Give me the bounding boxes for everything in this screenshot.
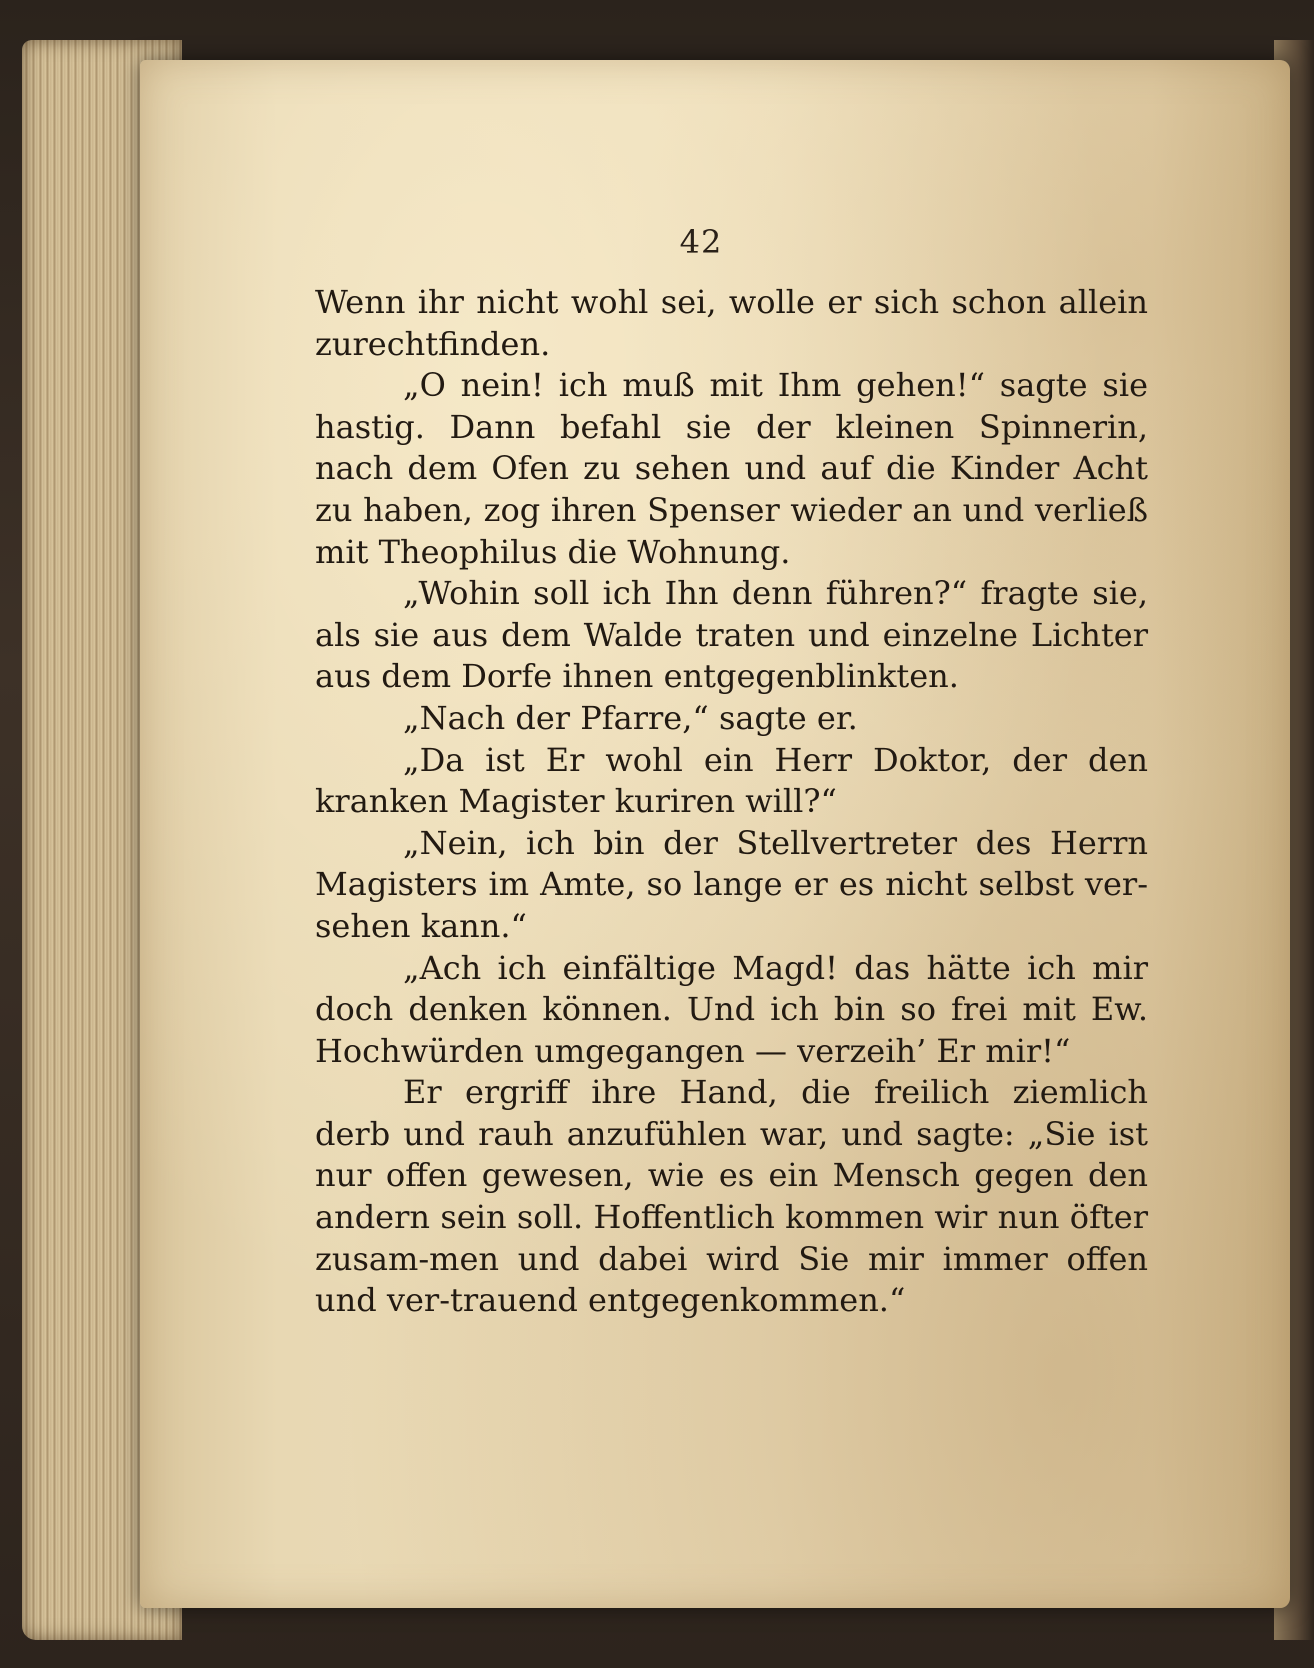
- page-body-text: [315, 282, 1148, 1322]
- page-number: 42: [679, 223, 723, 261]
- paragraph: „Ach ich einfältige Magd! das hätte ich mir doch denken können. Und ich bin so frei mit Ew. Hochwürden umgegangen — verzeih’ Er mir!“: [315, 948, 1148, 1070]
- paragraph: „Da ist Er wohl ein Herr Doktor, der den kranken Magister kuriren will?“: [315, 740, 1148, 821]
- paragraph: „Nach der Pfarre,“ sagte er.: [403, 698, 858, 737]
- paragraph: „O nein! ich muß mit Ihm gehen!“ sagte sie hastig. Dann befahl sie der kleinen Spinnerin, nach dem Ofen zu sehen und auf die Kinder Acht zu haben, zog ihren Spenser wieder an und verließ mit Theophilus die Wohnung.: [315, 366, 1148, 571]
- paragraph: „Wohin soll ich Ihn denn führen?“ fragte sie, als sie aus dem Walde traten und einzelne Lichter aus dem Dorfe ihnen entgegenblinkten.: [315, 574, 1148, 696]
- paragraph: „Nein, ich bin der Stellvertreter des Herrn Magisters im Amte, so lange er es nicht selbst ver-sehen kann.“: [315, 823, 1148, 945]
- paragraph: Er ergriff ihre Hand, die freilich ziemlich derb und rauh anzufühlen war, und sagte: „Sie ist nur offen gewesen, wie es ein Mensch gegen den andern sein soll. Hoffentlich kommen wir nun öfter zusam-men und dabei wird Sie mir immer offen und ver-trauend entgegenkommen.“: [315, 1073, 1148, 1320]
- paragraph: Wenn ihr nicht wohl sei, wolle er sich schon allein zurechtfinden.: [315, 283, 1148, 363]
- book-page: [140, 60, 1290, 1608]
